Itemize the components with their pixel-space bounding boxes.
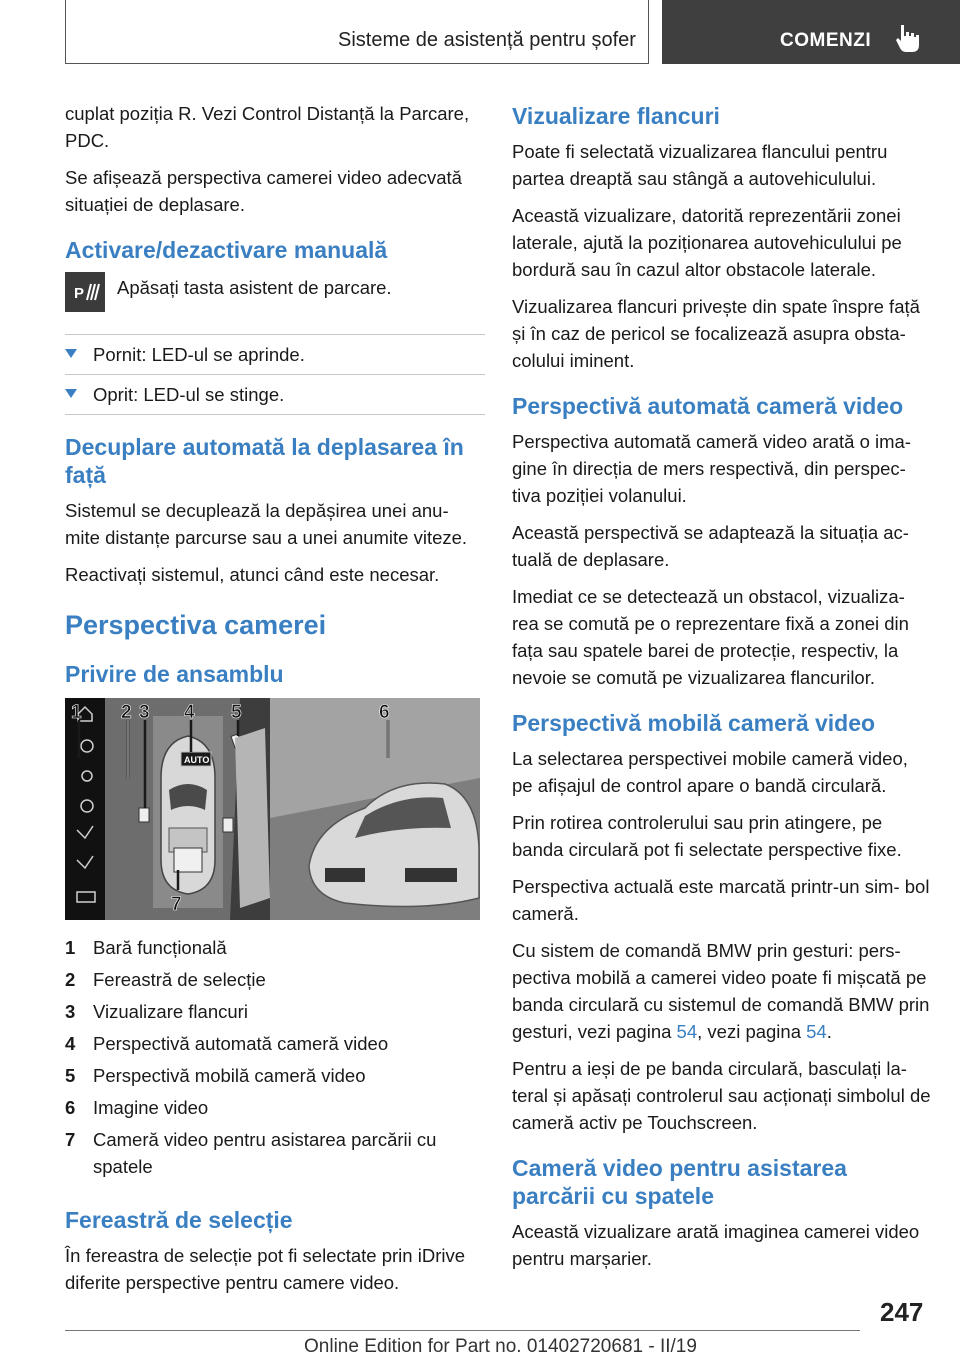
svg-text:2: 2 bbox=[121, 702, 132, 723]
paragraph: Imediat ce se detectează un obstacol, vizualiza‐ rea se comută pe o reprezentare fixă a zonei din fața sau spatele barei de protecție, respectiv, la nevoie se comută pe vizualizarea flancurilor. bbox=[512, 586, 909, 688]
right-column bbox=[512, 100, 932, 1282]
figure-legend bbox=[65, 934, 485, 1180]
heading-overview: Privire de ansamblu bbox=[65, 661, 284, 687]
heading-reverse-camera: Cameră video pentru asistarea parcării cu spatele bbox=[512, 1155, 847, 1209]
paragraph: cuplat poziția R. Vezi Control Distanță la Parcare, PDC. bbox=[65, 103, 470, 151]
paragraph: Prin rotirea controlerului sau prin atingere, pe banda circulară pot fi selectate perspective fixe. bbox=[512, 812, 902, 860]
heading-auto-decouple: Decuplare automată la deplasarea în față bbox=[65, 434, 464, 488]
page-link[interactable]: 54 bbox=[676, 1021, 698, 1042]
left-column bbox=[65, 100, 485, 1306]
heading-auto-camera-perspective: Perspectivă automată cameră video bbox=[512, 393, 904, 419]
paragraph: Perspectiva actuală este marcată printr-un sim‐ bol cameră. bbox=[512, 876, 930, 924]
paragraph: Perspectiva automată cameră video arată o ima‐ gine în direcția de mers respectivă, din perspec‐ tiva poziției volanului. bbox=[512, 431, 911, 506]
header-section-title: Sisteme de asistență pentru șofer bbox=[338, 29, 636, 51]
paragraph: Această vizualizare arată imaginea camerei video pentru marșarier. bbox=[512, 1221, 920, 1269]
button-instruction bbox=[65, 272, 485, 320]
button-instruction-text: Apăsați tasta asistent de parcare. bbox=[117, 277, 392, 298]
legend-item: 7 Cameră video pentru asistarea parcării cu spatele bbox=[65, 1129, 437, 1177]
heading-manual-activation: Activare/dezactivare manuală bbox=[65, 237, 388, 263]
legend-item: 5 Perspectivă mobilă cameră video bbox=[65, 1065, 366, 1086]
paragraph: Reactivați sistemul, atunci când este necesar. bbox=[65, 564, 440, 585]
svg-text:7: 7 bbox=[171, 894, 182, 915]
legend-item: 1 Bară funcțională bbox=[65, 937, 227, 958]
heading-mobile-camera-perspective: Perspectivă mobilă cameră video bbox=[512, 710, 876, 736]
page-number: 247 bbox=[880, 1297, 924, 1327]
heading-camera-perspective: Perspectiva camerei bbox=[65, 610, 327, 640]
paragraph: Sistemul se decuplează la depășirea unei anu‐ mite distanțe parcurse sau a unei anumite viteze. bbox=[65, 500, 468, 548]
paragraph: Această perspectivă se adaptează la situația ac‐ tuală de deplasare. bbox=[512, 522, 909, 570]
page-link[interactable]: 54 bbox=[806, 1021, 827, 1042]
hand-pointer-icon bbox=[895, 23, 921, 53]
legend-item: 2 Fereastră de selecție bbox=[65, 969, 266, 990]
camera-display-illustration bbox=[65, 698, 480, 920]
parking-assistant-button-icon bbox=[65, 272, 105, 312]
svg-text:6: 6 bbox=[379, 702, 390, 723]
legend-item: 3 Vizualizare flancuri bbox=[65, 1001, 248, 1022]
paragraph: Poate fi selectată vizualizarea flancului pentru partea dreaptă sau stângă a autovehiculului. bbox=[512, 141, 888, 189]
paragraph: Pentru a ieși de pe banda circulară, basculați la‐ teral și apăsați controlerul sau acționați simbolul de cameră activ pe Touchscreen. bbox=[512, 1058, 931, 1133]
svg-text:P: P bbox=[74, 285, 85, 302]
list-item: Pornit: LED-ul se aprinde. bbox=[65, 334, 485, 374]
header-tab-comenzi[interactable] bbox=[662, 0, 960, 64]
header-section-box bbox=[65, 0, 649, 64]
header-tab-label: COMENZI bbox=[780, 30, 872, 51]
list-item: Oprit: LED-ul se stinge. bbox=[65, 374, 485, 415]
paragraph: Această vizualizare, datorită reprezentării zonei laterale, ajută la poziționarea autovehiculului pe bordură sau în cazul altor obstacole laterale. bbox=[512, 205, 902, 280]
paragraph: La selectarea perspectivei mobile cameră video, pe afișajul de control apare o bandă circulară. bbox=[512, 748, 908, 796]
svg-text:1: 1 bbox=[71, 702, 82, 723]
heading-flank-view: Vizualizare flancuri bbox=[512, 103, 720, 129]
heading-selection-window: Fereastră de selecție bbox=[65, 1207, 293, 1233]
triangle-bullet-icon bbox=[65, 349, 77, 358]
svg-text:AUTO: AUTO bbox=[184, 755, 210, 765]
paragraph: Vizualizarea flancuri privește din spate înspre față și în caz de pericol se focalizează asupra obsta‐ colului iminent. bbox=[512, 296, 920, 371]
paragraph: Se afișează perspectiva camerei video adecvată situației de deplasare. bbox=[65, 167, 462, 215]
svg-text:4: 4 bbox=[184, 702, 195, 723]
footer-divider bbox=[65, 1330, 860, 1331]
status-list bbox=[65, 334, 485, 415]
triangle-bullet-icon bbox=[65, 389, 77, 398]
paragraph: În fereastra de selecție pot fi selectate prin iDrive diferite perspective pentru camere video. bbox=[65, 1245, 465, 1293]
footer-edition: Online Edition for Part no. 01402720681 - II/19 bbox=[304, 1336, 697, 1357]
legend-item: 4 Perspectivă automată cameră video bbox=[65, 1033, 389, 1054]
svg-text:3: 3 bbox=[139, 702, 150, 723]
legend-item: 6 Imagine video bbox=[65, 1097, 209, 1118]
camera-display-figure bbox=[65, 698, 480, 920]
paragraph-gesture-control: Cu sistem de comandă BMW prin gesturi: pers‐ pectiva mobilă a camerei video poate fi mișcată pe banda circulară cu sistemul de comandă BMW prin gesturi, vezi pagina 54, vezi pagina 54. bbox=[512, 940, 930, 1042]
svg-text:5: 5 bbox=[231, 702, 242, 723]
